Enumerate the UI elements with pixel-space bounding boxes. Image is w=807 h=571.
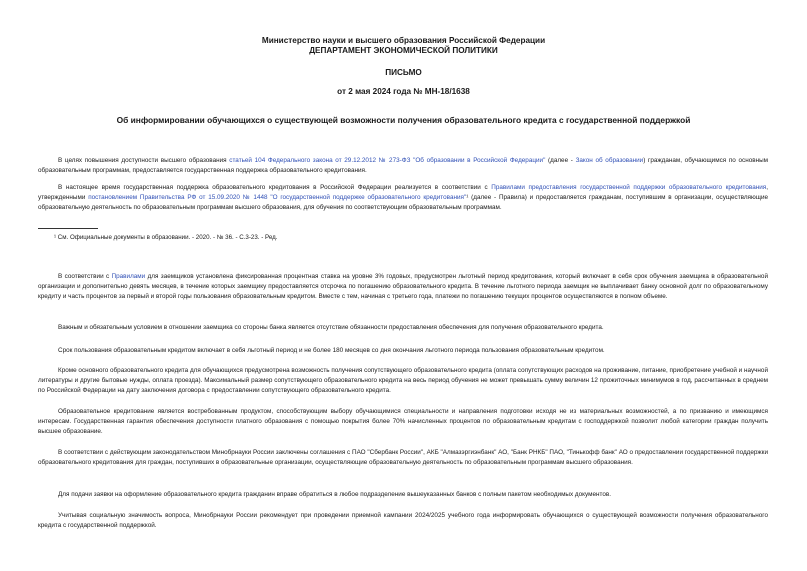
link-resolution-1448[interactable]: постановлением Правительства РФ от 15.09.2020 № 1448 (88, 194, 268, 202)
document-title: Об информировании обучающихся о существующей возможности получения образовательного кредита с государственной поддержкой (116, 115, 691, 125)
footnote: ¹ См. Официальные документы в образовании. - 2020. - № 36. - С.3-23. - Ред. (54, 234, 278, 241)
text: ) гражданам, обучающимся по основным образовательным программам, предоставляется государственная поддержка образовательного кредитования. (38, 157, 769, 175)
link-rules[interactable]: Правилами предоставления государственной поддержки образовательного кредитования (491, 184, 767, 191)
paragraph-2 (38, 183, 768, 213)
link-rules-short[interactable]: Правилами (111, 273, 146, 280)
paragraph-8: В соответствии с действующим законодательством Минобрнауки России заключены соглашения с ПАО "Сбербанк России", АКБ "Алмазэргиэнбанк" АО, "Банк РНКБ" ПАО, "Тинькофф банк" АО о предоставлении государственной поддержки образовательного кредитования для граждан, поступивших в образовательные организации, осуществляющие образовательную деятельность по образовательным программам высшего образования. (38, 449, 768, 467)
paragraph-7: Образовательное кредитование является востребованным продуктом, способствующим выбору обучающимися специальности и направления подготовки исходя не из материальных возможностей, а по призванию и имеющимся интересам. Государственная гарантия обеспечения доступности платного образования с помощью покрытия более 70% начисленных процентов по образовательным кредитам с господдержкой позволит любой категории граждан получить высшее образование. (38, 408, 768, 436)
text: , утвержденными (38, 184, 768, 202)
text: ¹ (далее - Правила) и предоставляется гражданам, поступившим в организации, осуществляющие образовательную деятельность по образовательным программам высшего образования, для обучения по соответствующим образовательным программам. (38, 194, 769, 212)
paragraph-6: Кроме основного образовательного кредита для обучающихся предусмотрена возможность получения сопутствующего образовательного кредита (оплата сопутствующих расходов на проживание, питание, приобретение учебной и научной литературы и другие бытовые нужды, оплата проезда). Максимальный размер сопутствующего образовательного кредита на весь период обучения не может превышать сумму величин 12 прожиточных минимумов в год, рассчитанных в среднем по Российской Федерации на дату заключения договора с предоставлении сопутствующего образовательного кредита. (38, 367, 768, 395)
department-name: ДЕПАРТАМЕНТ ЭКОНОМИЧЕСКОЙ ПОЛИТИКИ (309, 46, 498, 55)
link-law-title[interactable]: "Об образовании в Российской Федерации" (413, 157, 546, 164)
document-type: ПИСЬМО (385, 68, 422, 77)
text: для заемщиков установлена фиксированная процентная ставка на уровне 3% годовых, предусмотрен льготный период кредитования, который включает в себя срок обучения заемщика в образовательной организации и дополнительно девять месяцев, в течение которых заемщику предоставляется отсрочка по погашению образовательного кредита. В течение льготного периода заемщик не выплачивает банку основной долг по образовательному кредиту и часть процентов за первый и второй годы пользования образовательным кредитом. Вместе с тем, начиная с третьего года, платежи по погашению текущих процентов осуществляются в полном объеме. (38, 273, 768, 301)
paragraph-4: Важным и обязательным условием в отношении заемщика со стороны банка является отсутствие обязанности предоставления обеспечения для получения образовательного кредита. (58, 324, 604, 331)
paragraph-10: Учитывая социальную значимость вопроса, Минобрнауки России рекомендует при проведении приемной кампании 2024/2025 учебного года информировать обучающихся о существующей возможности получения образовательного кредита с государственной поддержкой. (38, 512, 768, 530)
text: В целях повышения доступности высшего образования (58, 157, 230, 164)
ministry-name: Министерство науки и высшего образования Российской Федерации (261, 36, 546, 45)
paragraph-3 (38, 272, 768, 302)
paragraph-9: Для подачи заявки на оформление образовательного кредита гражданин вправе обратиться в любое подразделение вышеуказанных банков с полным пакетом необходимых документов. (58, 491, 611, 498)
link-article-104[interactable]: статьей 104 Федерального закона от 29.12.2012 № 273-ФЗ (229, 157, 411, 164)
document-date-number: от 2 мая 2024 года № МН-18/1638 (337, 87, 470, 96)
link-education-law[interactable]: Закон об образовании (575, 157, 644, 164)
footnote-divider (38, 228, 98, 229)
text: В настоящее время государственная поддержка образовательного кредитования в Российской Федерации реализуется в соответствии с (58, 184, 492, 191)
link-resolution-title[interactable]: "О государственной поддержке образовательного кредитования" (270, 194, 467, 202)
paragraph-5: Срок пользования образовательным кредитом включает в себя льготный период и не более 180 месяцев со дня окончания льготного периода пользования образовательным кредитом. (58, 347, 605, 354)
text: В соответствии с (58, 273, 112, 280)
paragraph-1 (38, 156, 768, 176)
text: (далее - (545, 157, 576, 164)
